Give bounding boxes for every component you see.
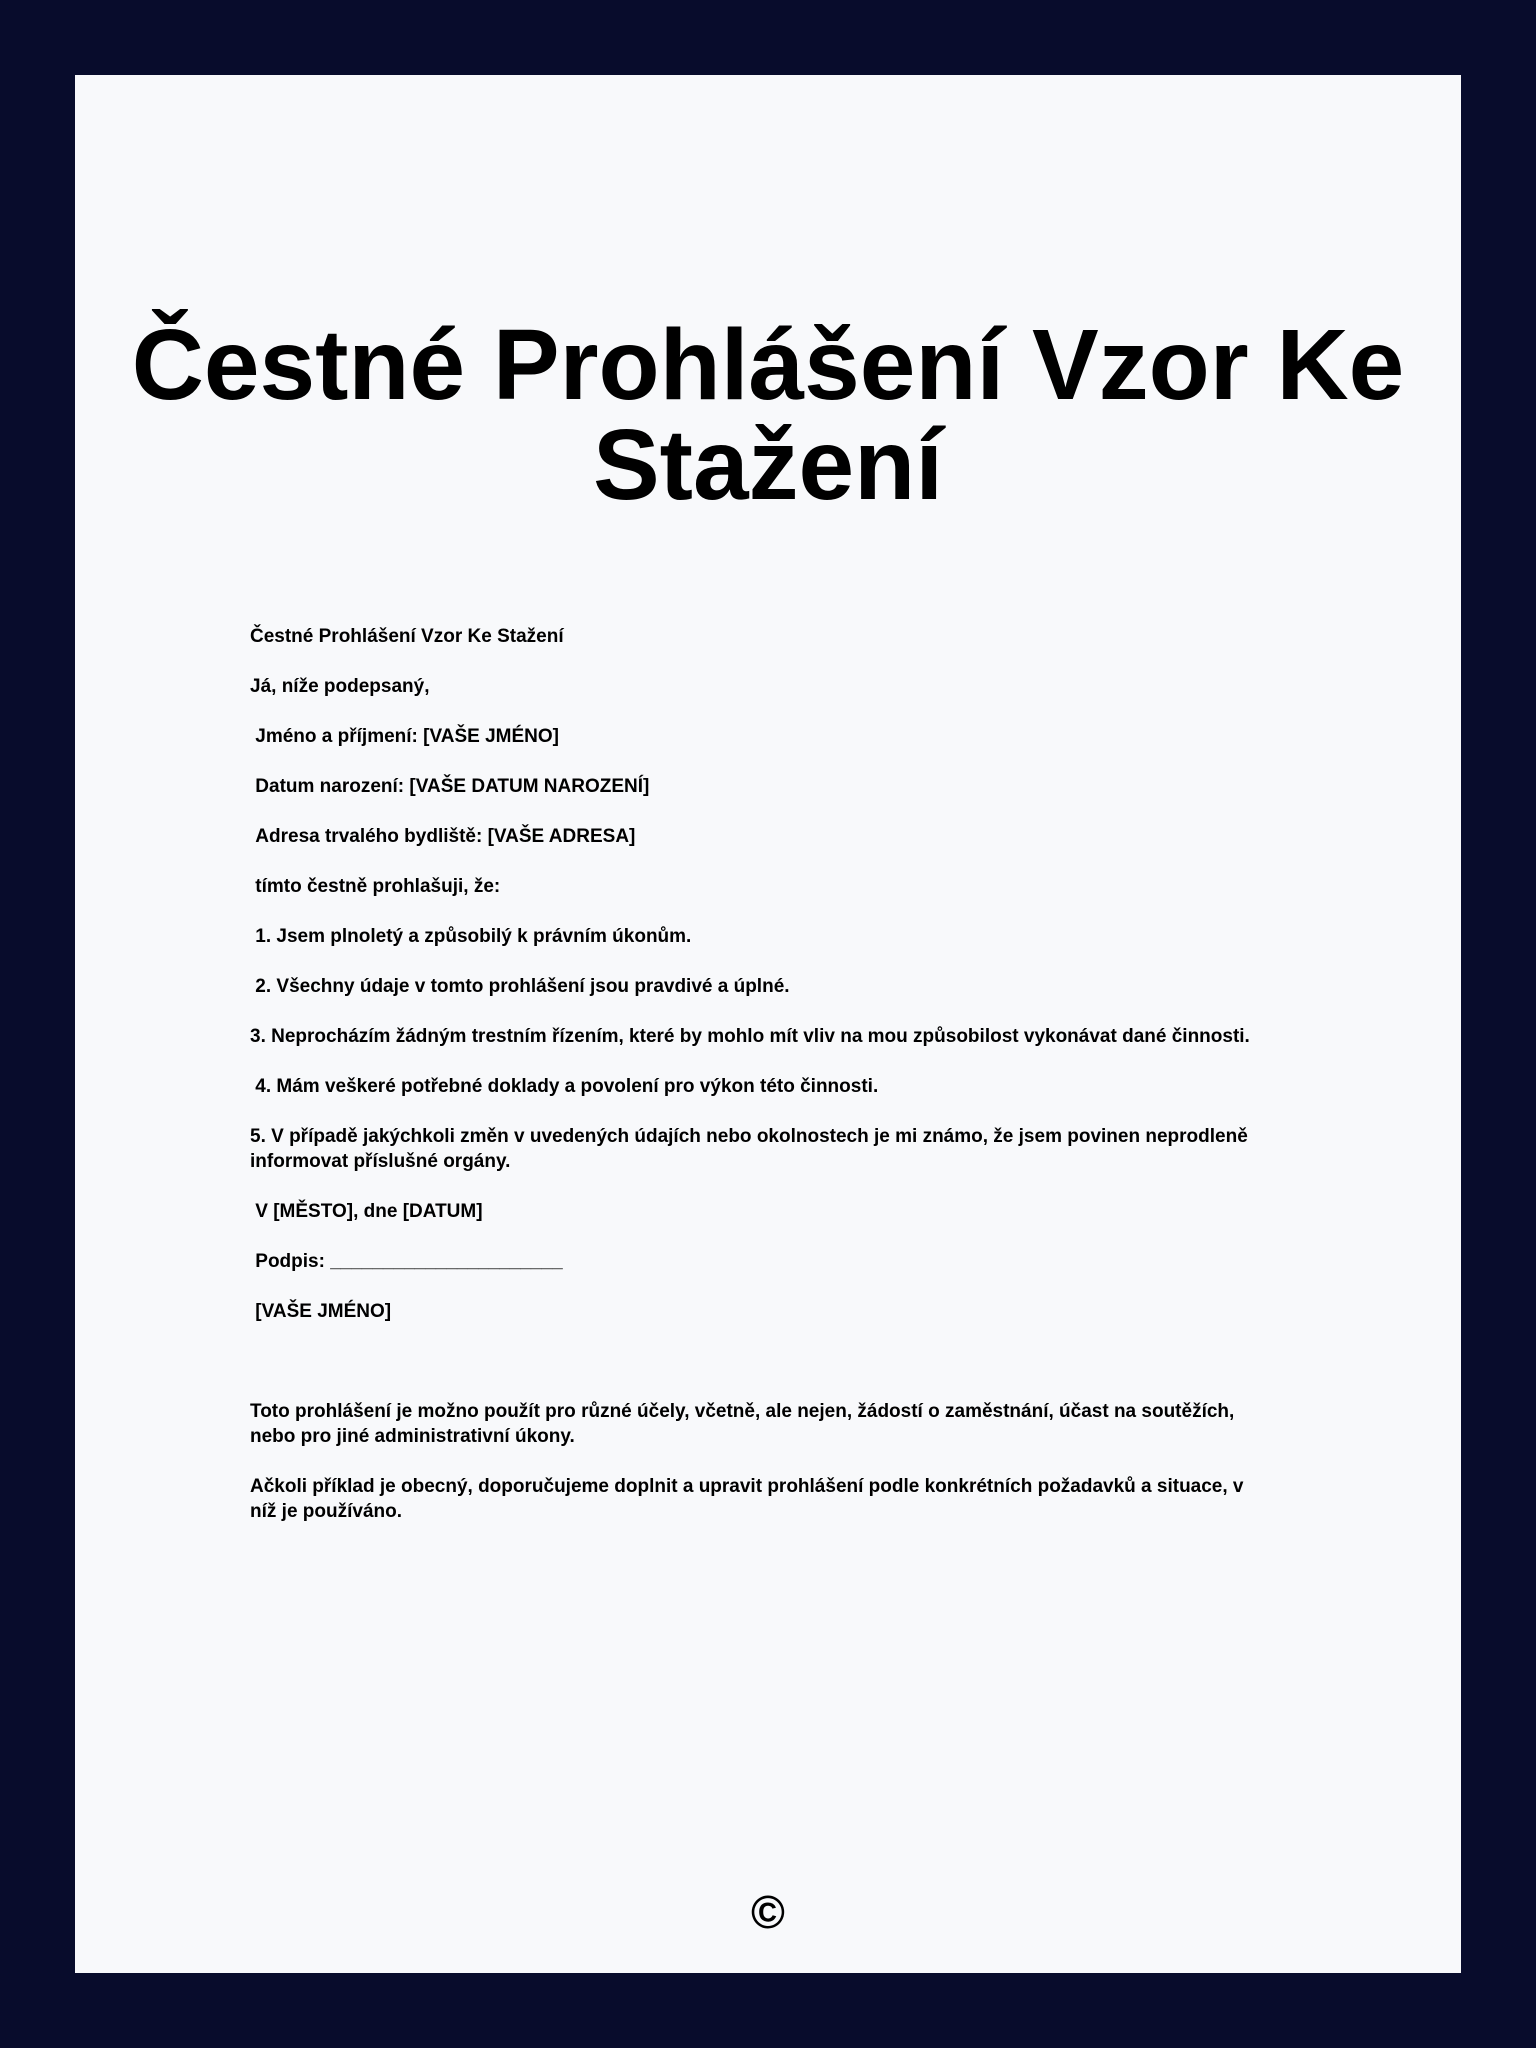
- declaration-lead: tímto čestně prohlašuji, že:: [250, 876, 501, 897]
- page-title-line-1: Čestné Prohlášení Vzor Ke: [131, 309, 1405, 421]
- spacer: [250, 1349, 1250, 1374]
- document-body: [250, 624, 1254, 1549]
- place-date: V [MĚSTO], dne [DATUM]: [250, 1201, 483, 1222]
- declaration-item-1: 1. Jsem plnoletý a způsobilý k právním úkonům.: [250, 926, 692, 947]
- note-recommendation: Ačkoli příklad je obecný, doporučujeme doplnit a upravit prohlášení podle konkrétních požadavků a situace, v níž je používáno.: [250, 1476, 1249, 1522]
- field-name: Jméno a příjmení: [VAŠE JMÉNO]: [250, 726, 559, 747]
- declaration-item-2: 2. Všechny údaje v tomto prohlášení jsou pravdivé a úplné.: [250, 976, 790, 997]
- declaration-item-3: 3. Neprocházím žádným trestním řízením, které by mohlo mít vliv na mou způsobilost vykonávat dané činnosti.: [250, 1026, 1250, 1047]
- page-title-line-2: Stažení: [592, 409, 944, 521]
- signature-line: Podpis: ______________________: [250, 1251, 563, 1272]
- document-page: [75, 75, 1461, 1973]
- declaration-item-4: 4. Mám veškeré potřebné doklady a povolení pro výkon této činnosti.: [250, 1076, 879, 1097]
- declaration-item-5: 5. V případě jakýchkoli změn v uvedených údajích nebo okolnostech je mi známo, že jsem povinen neprodleně informovat příslušné orgány.: [250, 1126, 1254, 1172]
- field-address: Adresa trvalého bydliště: [VAŠE ADRESA]: [250, 826, 636, 847]
- copyright-icon: ©: [751, 1886, 785, 1938]
- document-heading: Čestné Prohlášení Vzor Ke Stažení: [250, 626, 564, 647]
- field-birth-date: Datum narození: [VAŠE DATUM NAROZENÍ]: [250, 776, 650, 797]
- page-title: [75, 309, 1461, 521]
- note-usage: Toto prohlášení je možno použít pro různé účely, včetně, ale nejen, žádostí o zaměstnání, účast na soutěžích, nebo pro jiné administrativní úkony.: [250, 1401, 1240, 1447]
- signer-name: [VAŠE JMÉNO]: [250, 1301, 392, 1322]
- intro-text: Já, níže podepsaný,: [250, 676, 430, 697]
